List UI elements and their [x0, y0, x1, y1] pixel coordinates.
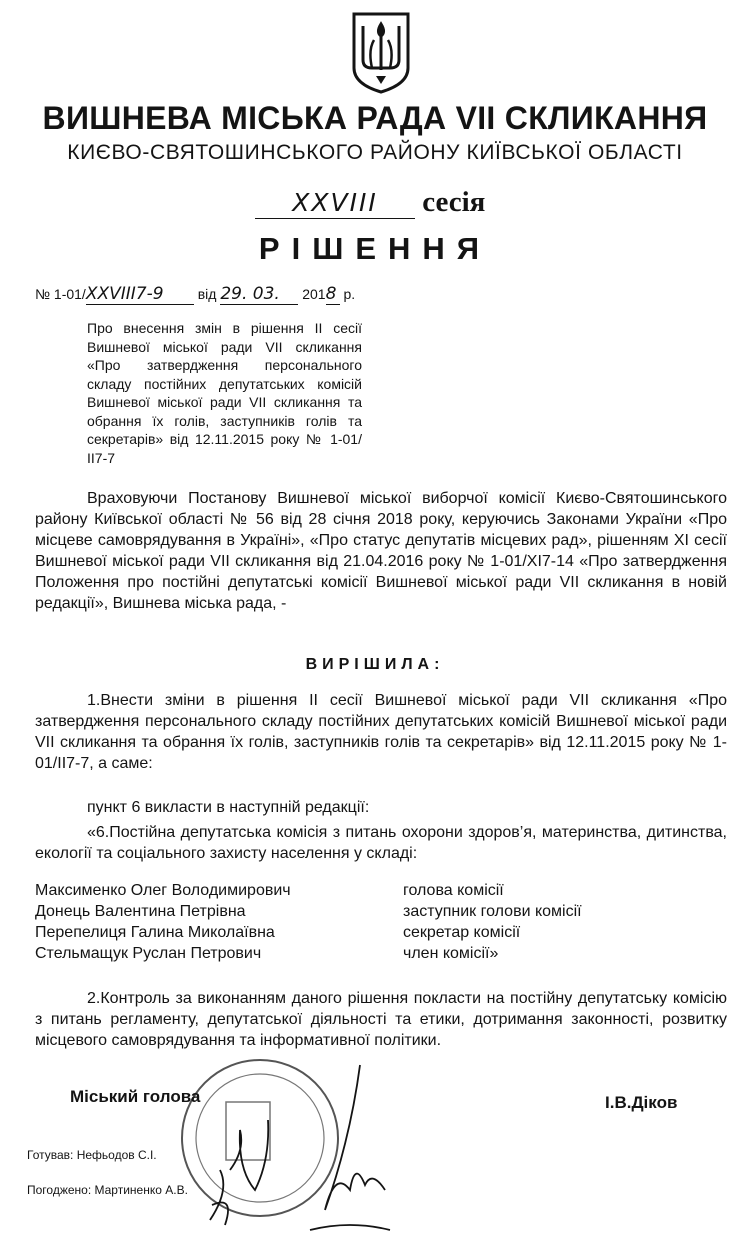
decision-number-handwritten: XXVIII7-9 [86, 284, 194, 305]
decision-number-line [35, 284, 355, 305]
resolved-heading: ВИРІШИЛА: [305, 656, 445, 673]
number-prefix: № 1-01/ [35, 286, 86, 302]
year-prefix: 201 [302, 286, 326, 302]
clause-intro: пункт 6 викласти в наступній редакції: [87, 799, 370, 816]
decision-subject: Про внесення змін в рішення ІІ сесії Вишневої міської ради VІІ скликання «Про затвердження персонального складу постійних депутатських комісій Вишневої міської ради VІІ скликання та обрання їх голів, заступників голів та секретарів» від 12.11.2015 року № 1-01/ІІ7-7 [87, 320, 362, 466]
member-name: Перепелиця Галина Миколаївна [35, 924, 275, 941]
member-name: Донець Валентина Петрівна [35, 903, 246, 920]
year-suffix: р. [343, 286, 356, 302]
member-row [35, 901, 727, 922]
signature-position: Міський голова [70, 1087, 201, 1106]
member-name: Максименко Олег Володимирович [35, 882, 291, 899]
member-role: голова комісії [403, 882, 504, 899]
year-handwritten: 8 [326, 284, 340, 305]
session-label: сесія [422, 186, 486, 218]
coat-of-arms-trident-icon [350, 10, 412, 94]
member-row [35, 922, 727, 943]
session-number-handwritten: XXVIII [255, 188, 415, 219]
preamble-paragraph: Враховуючи Постанову Вишневої міської виборчої комісії Києво-Святошинського району Київської області № 56 від 28 січня 2018 року, керуючись Законами України «Про місцеве самоврядування в Україні», «Про статус депутатів місцевих рад», рішенням ХІ сесії Вишневої міської ради VII скликання від 21.04.2016 року № 1-01/ХІ7-14 «Про затвердження Положення про постійні депутатські комісії Вишневої міської ради VII скликання в новій редакції», Вишнева міська рада, - [35, 490, 727, 612]
district-subtitle: КИЄВО-СВЯТОШИНСЬКОГО РАЙОНУ КИЇВСЬКОЇ ОБЛАСТІ [67, 141, 683, 164]
date-prefix: від [197, 286, 217, 302]
agreed-by: Погоджено: Мартиненко А.В. [27, 1183, 188, 1197]
official-stamp-icon [150, 1020, 400, 1241]
commission-paragraph: «6.Постійна депутатська комісія з питань охорони здоров’я, материнства, дитинства, екології та соціального захисту населення у складі: [35, 824, 727, 862]
member-role: заступник голови комісії [403, 903, 582, 920]
session-line [255, 186, 485, 219]
date-handwritten: 29. 03. [220, 284, 298, 305]
member-row [35, 943, 727, 964]
member-row [35, 880, 727, 901]
item-2-paragraph: 2.Контроль за виконанням даного рішення покласти на постійну депутатську комісію з питань регламенту, депутатської діяльності та етики, дотримання законності, розвитку місцевого самоврядування та інформативної політики. [35, 990, 727, 1049]
prepared-by: Готував: Нефьодов С.І. [27, 1148, 157, 1162]
decision-title: РІШЕННЯ [258, 231, 492, 266]
signature-name: І.В.Діков [605, 1093, 678, 1112]
council-title: ВИШНЕВА МІСЬКА РАДА VII СКЛИКАННЯ [42, 100, 708, 136]
member-role: член комісії» [403, 945, 499, 962]
member-role: секретар комісії [403, 924, 521, 941]
members-list [35, 880, 727, 964]
item-1-paragraph: 1.Внести зміни в рішення ІІ сесії Вишневої міської ради VІІ скликання «Про затвердження персонального складу постійних депутатських комісій Вишневої міської ради VІІ скликання та обрання їх голів, заступників голів та секретарів» від 12.11.2015 року № 1-01/ІІ7-7, а саме: [35, 692, 727, 772]
member-name: Стельмащук Руслан Петрович [35, 945, 262, 962]
